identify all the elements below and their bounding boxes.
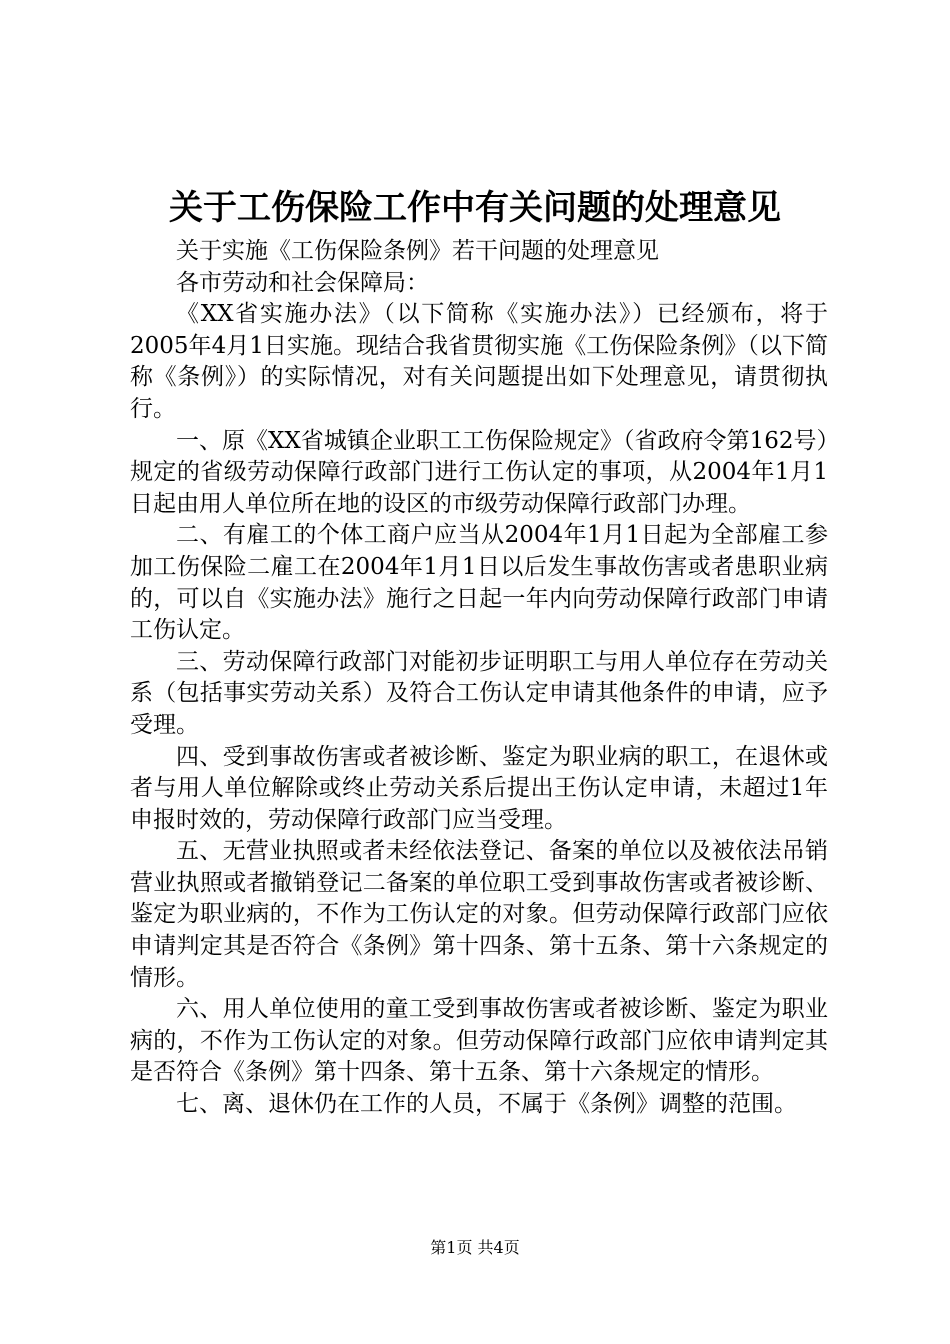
page-number: 第1页 共4页 [430,1238,520,1257]
paragraph-item-5: 五、无营业执照或者未经依法登记、备案的单位以及被依法吊销营业执照或者撤销登记二备案的单位职工受到事故伤害或者被诊断、鉴定为职业病的，不作为工伤认定的对象。但劳动保障行政部门应依申请判定其是否符合《条例》第十四条、第十五条、第十六条规定的情形。 [130,838,828,991]
paragraph-intro: 《XX省实施办法》（以下简称《实施办法》）已经颁布，将于2005年4月1日实施。现结合我省贯彻实施《工伤保险条例》（以下简称《条例》）的实际情况，对有关问题提出如下处理意见，请贯彻执行。 [130,301,828,422]
paragraph-item-1: 一、原《XX省城镇企业职工工伤保险规定》（省政府令第162号）规定的省级劳动保障行政部门进行工伤认定的事项，从2004年1月1日起由用人单位所在地的设区的市级劳动保障行政部门办理。 [130,427,828,517]
document-title: 关于工伤保险工作中有关问题的处理意见 [169,188,781,228]
paragraph-item-6: 六、用人单位使用的童工受到事故伤害或者被诊断、鉴定为职业病的，不作为工伤认定的对象。但劳动保障行政部门应依申请判定其是否符合《条例》第十四条、第十五条、第十六条规定的情形。 [130,996,828,1086]
document-body [130,236,828,1121]
paragraph-item-4: 四、受到事故伤害或者被诊断、鉴定为职业病的职工，在退休或者与用人单位解除或终止劳动关系后提出王伤认定申请，未超过1年申报时效的，劳动保障行政部门应当受理。 [130,743,828,833]
paragraph-item-7: 七、离、退休仍在工作的人员，不属于《条例》调整的范围。 [176,1091,797,1118]
paragraph-item-2: 二、有雇工的个体工商户应当从2004年1月1日起为全部雇工参加工伤保险二雇工在2004年1月1日以后发生事故伤害或者患职业病的，可以自《实施办法》施行之日起一年内向劳动保障行政部门申请工伤认定。 [130,522,828,644]
paragraph-addressee: 各市劳动和社会保障局： [176,269,429,296]
paragraph-subtitle: 关于实施《工伤保险条例》若干问题的处理意见 [176,238,659,264]
paragraph-item-3: 三、劳动保障行政部门对能初步证明职工与用人单位存在劳动关系（包括事实劳动关系）及符合工伤认定申请其他条件的申请，应予受理。 [130,648,828,738]
